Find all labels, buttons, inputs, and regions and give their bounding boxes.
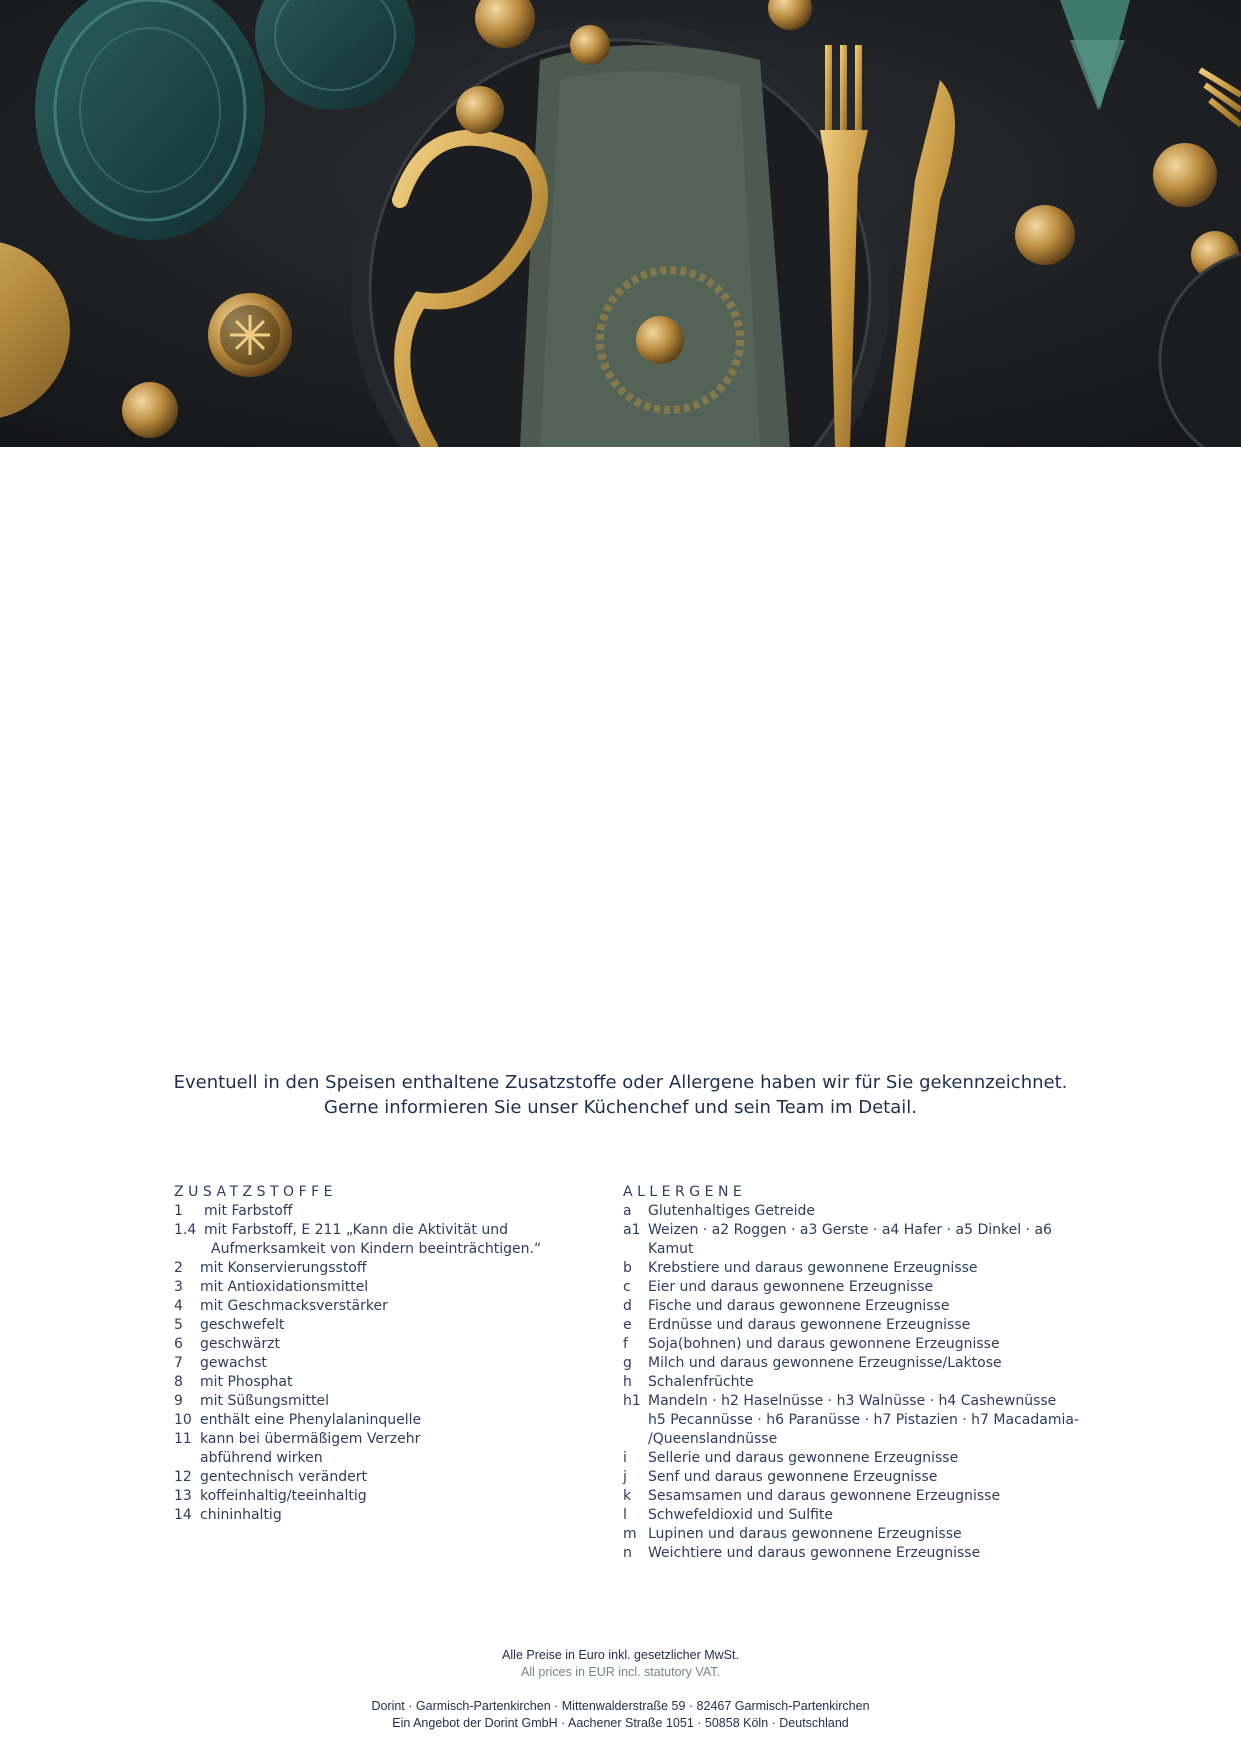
item-text: gewachst	[200, 1355, 267, 1371]
item-text: mit Antioxidationsmittel	[200, 1279, 369, 1295]
item-code: h	[623, 1374, 632, 1390]
item-text: Schalenfrüchte	[648, 1374, 754, 1390]
list-item	[174, 1354, 594, 1373]
item-text: Fische und daraus gewonnene Erzeugnisse	[648, 1298, 950, 1314]
item-text: Sellerie und daraus gewonnene Erzeugnisse	[648, 1450, 959, 1466]
footer-prices-de: Alle Preise in Euro inkl. gesetzlicher MwSt.	[502, 1648, 739, 1662]
footer-company: Ein Angebot der Dorint GmbH · Aachener Straße 1051 · 50858 Köln · Deutschland	[392, 1716, 849, 1730]
list-item	[174, 1468, 594, 1487]
item-text: Lupinen und daraus gewonnene Erzeugnisse	[648, 1526, 962, 1542]
item-text: Weichtiere und daraus gewonnene Erzeugnisse	[648, 1545, 981, 1561]
item-text: abführend wirken	[200, 1450, 323, 1466]
item-code: 4	[174, 1298, 183, 1314]
list-item	[174, 1411, 594, 1430]
intro-line-2: Gerne informieren Sie unser Küchenchef und sein Team im Detail.	[324, 1097, 917, 1118]
item-text: Schwefeldioxid und Sulfite	[648, 1507, 834, 1523]
list-item	[623, 1544, 1093, 1563]
item-code: a	[623, 1203, 632, 1219]
item-text: Erdnüsse und daraus gewonnene Erzeugnisse	[648, 1317, 971, 1333]
item-text: Weizen · a2 Roggen · a3 Gerste · a4 Hafer · a5 Dinkel · a6 Kamut	[648, 1222, 1052, 1257]
list-item	[623, 1506, 1093, 1525]
item-text: chininhaltig	[200, 1507, 282, 1523]
table-setting-illustration	[0, 0, 1241, 447]
item-text: Eier und daraus gewonnene Erzeugnisse	[648, 1279, 934, 1295]
item-code: e	[623, 1317, 632, 1333]
list-item	[174, 1506, 594, 1525]
list-item	[174, 1335, 594, 1354]
item-text: Soja(bohnen) und daraus gewonnene Erzeugnisse	[648, 1336, 1000, 1352]
item-code	[623, 1430, 648, 1449]
list-item	[174, 1278, 594, 1297]
item-code: b	[623, 1260, 632, 1276]
item-text: geschwärzt	[200, 1336, 280, 1352]
item-text: mit Phosphat	[200, 1374, 293, 1390]
list-item	[623, 1411, 1093, 1430]
item-code: 3	[174, 1279, 183, 1295]
item-code: j	[623, 1469, 627, 1485]
item-text: Sesamsamen und daraus gewonnene Erzeugnisse	[648, 1488, 1001, 1504]
zusatzstoffe-title: ZUSATZSTOFFE	[174, 1184, 338, 1200]
item-code: 11	[174, 1431, 192, 1447]
item-code: 8	[174, 1374, 183, 1390]
item-code: 13	[174, 1488, 192, 1504]
item-text: kann bei übermäßigem Verzehr	[200, 1431, 421, 1447]
list-item	[623, 1354, 1093, 1373]
item-code: 2	[174, 1260, 183, 1276]
list-item	[623, 1373, 1093, 1392]
item-code: k	[623, 1488, 632, 1504]
list-item	[174, 1449, 594, 1468]
item-code: a1	[623, 1222, 641, 1238]
footer-prices-en: All prices in EUR incl. statutory VAT.	[521, 1665, 720, 1679]
zusatzstoffe-list	[174, 1183, 594, 1525]
item-code: 12	[174, 1469, 192, 1485]
item-text: h5 Pecannüsse · h6 Paranüsse · h7 Pistazien · h7 Macadamia-	[648, 1412, 1079, 1428]
item-code: g	[623, 1355, 632, 1371]
list-item	[174, 1373, 594, 1392]
list-item	[174, 1392, 594, 1411]
item-code: 7	[174, 1355, 183, 1371]
list-item	[623, 1278, 1093, 1297]
item-code: 14	[174, 1507, 192, 1523]
item-code	[174, 1449, 200, 1468]
hero-photo-table-setting	[0, 0, 1241, 447]
item-text: geschwefelt	[200, 1317, 285, 1333]
list-item	[623, 1202, 1093, 1221]
item-text: enthält eine Phenylalaninquelle	[200, 1412, 422, 1428]
list-item	[174, 1297, 594, 1316]
item-code: 6	[174, 1336, 183, 1352]
list-item	[174, 1221, 594, 1240]
item-code: i	[623, 1450, 627, 1466]
allergen-intro	[0, 1070, 1241, 1120]
footer-address: Dorint · Garmisch-Partenkirchen · Mittenwalderstraße 59 · 82467 Garmisch-Partenkirchen	[371, 1699, 870, 1713]
list-item	[623, 1468, 1093, 1487]
item-text: koffeinhaltig/teeinhaltig	[200, 1488, 367, 1504]
item-code: c	[623, 1279, 631, 1295]
item-code: m	[623, 1526, 637, 1542]
list-item	[174, 1240, 594, 1259]
list-item	[623, 1525, 1093, 1544]
list-item	[623, 1297, 1093, 1316]
item-code: 1.4	[174, 1222, 197, 1238]
item-text: Senf und daraus gewonnene Erzeugnisse	[648, 1469, 938, 1485]
list-item	[174, 1430, 594, 1449]
list-item	[174, 1259, 594, 1278]
list-item	[623, 1335, 1093, 1354]
item-code	[174, 1240, 211, 1259]
list-item	[623, 1392, 1093, 1411]
item-text: Krebstiere und daraus gewonnene Erzeugnisse	[648, 1260, 978, 1276]
list-item	[623, 1259, 1093, 1278]
allergene-title: ALLERGENE	[623, 1184, 747, 1200]
list-item	[174, 1202, 594, 1221]
item-code: 10	[174, 1412, 192, 1428]
item-text: Milch und daraus gewonnene Erzeugnisse/Laktose	[648, 1355, 1002, 1371]
item-code: h1	[623, 1393, 641, 1409]
item-text: Aufmerksamkeit von Kindern beeinträchtigen.“	[211, 1241, 542, 1257]
item-text: mit Farbstoff	[204, 1203, 293, 1219]
allergene-list	[623, 1183, 1093, 1563]
list-item	[623, 1221, 1093, 1259]
list-item	[623, 1487, 1093, 1506]
item-code: l	[623, 1507, 627, 1523]
item-text: gentechnisch verändert	[200, 1469, 367, 1485]
item-text: mit Süßungsmittel	[200, 1393, 329, 1409]
item-code	[623, 1411, 648, 1430]
item-code: d	[623, 1298, 632, 1314]
item-text: Glutenhaltiges Getreide	[648, 1203, 815, 1219]
item-code: 9	[174, 1393, 183, 1409]
list-item	[174, 1316, 594, 1335]
item-text: mit Farbstoff, E 211 „Kann die Aktivität und	[204, 1222, 509, 1238]
item-text: mit Konservierungsstoff	[200, 1260, 367, 1276]
list-item	[623, 1316, 1093, 1335]
item-text: mit Geschmacksverstärker	[200, 1298, 388, 1314]
list-item	[623, 1430, 1093, 1449]
list-item	[623, 1449, 1093, 1468]
item-text: /Queenslandnüsse	[648, 1431, 778, 1447]
item-code: 5	[174, 1317, 183, 1333]
item-text: Mandeln · h2 Haselnüsse · h3 Walnüsse · h4 Cashewnüsse	[648, 1393, 1057, 1409]
list-item	[174, 1487, 594, 1506]
intro-line-1: Eventuell in den Speisen enthaltene Zusatzstoffe oder Allergene haben wir für Sie gekennzeichnet.	[173, 1072, 1068, 1093]
item-code: f	[623, 1336, 628, 1352]
item-code: n	[623, 1545, 632, 1561]
item-code: 1	[174, 1203, 183, 1219]
